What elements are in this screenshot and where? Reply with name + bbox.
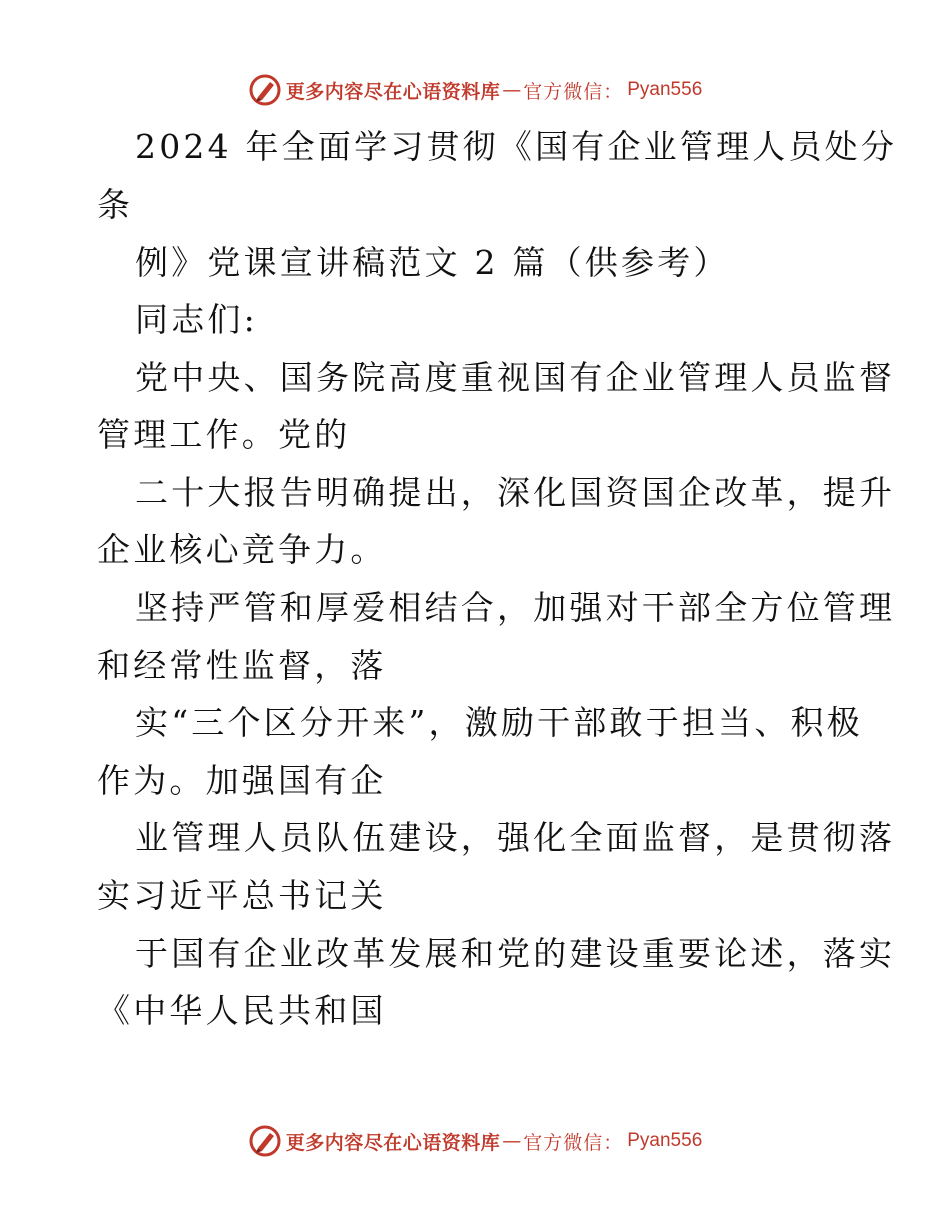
body-line: 企业核心竞争力。 xyxy=(97,530,387,569)
banner-wechat-id: Pyan556 xyxy=(627,1130,703,1151)
body-line: 和经常性监督，落 xyxy=(97,646,387,685)
body-line: 坚持严管和厚爱相结合，加强对干部全方位管理 xyxy=(135,588,896,627)
banner-title: 更多内容尽在心语资料库 xyxy=(285,1131,501,1154)
pen-logo-icon xyxy=(248,1124,282,1158)
body-line: 业管理人员队伍建设，强化全面监督，是贯彻落 xyxy=(135,818,896,857)
salutation: 同志们: xyxy=(135,300,258,339)
header-banner xyxy=(0,70,950,110)
banner-wechat-id: Pyan556 xyxy=(627,79,703,100)
banner-separator: — xyxy=(502,1130,522,1152)
body-line: 实习近平总书记关 xyxy=(97,876,387,915)
banner-title: 更多内容尽在心语资料库 xyxy=(285,80,501,103)
body-line: 《中华人民共和国 xyxy=(97,991,387,1030)
body-line: 作为。加强国有企 xyxy=(97,761,387,800)
banner-separator: — xyxy=(502,79,522,101)
pen-logo-icon xyxy=(248,73,282,107)
body-line: 管理工作。党的 xyxy=(97,415,351,454)
body-line: 党中央、国务院高度重视国有企业管理人员监督 xyxy=(135,358,896,397)
footer-banner xyxy=(0,1121,950,1161)
body-line: 二十大报告明确提出，深化国资国企改革，提升 xyxy=(135,473,896,512)
banner-wechat-label: 官方微信： xyxy=(523,1131,624,1154)
title-line-2: 条 xyxy=(97,185,134,224)
banner-wechat-label: 官方微信： xyxy=(523,80,624,103)
body-line: 实“三个区分开来”，激励干部敢于担当、积极 xyxy=(135,703,863,742)
title-line-3: 例》党课宣讲稿范文 2 篇（供参考） xyxy=(135,243,730,282)
title-line-1: 2024 年全面学习贯彻《国有企业管理人员处分 xyxy=(135,127,898,166)
body-line: 于国有企业改革发展和党的建设重要论述，落实 xyxy=(135,934,896,973)
